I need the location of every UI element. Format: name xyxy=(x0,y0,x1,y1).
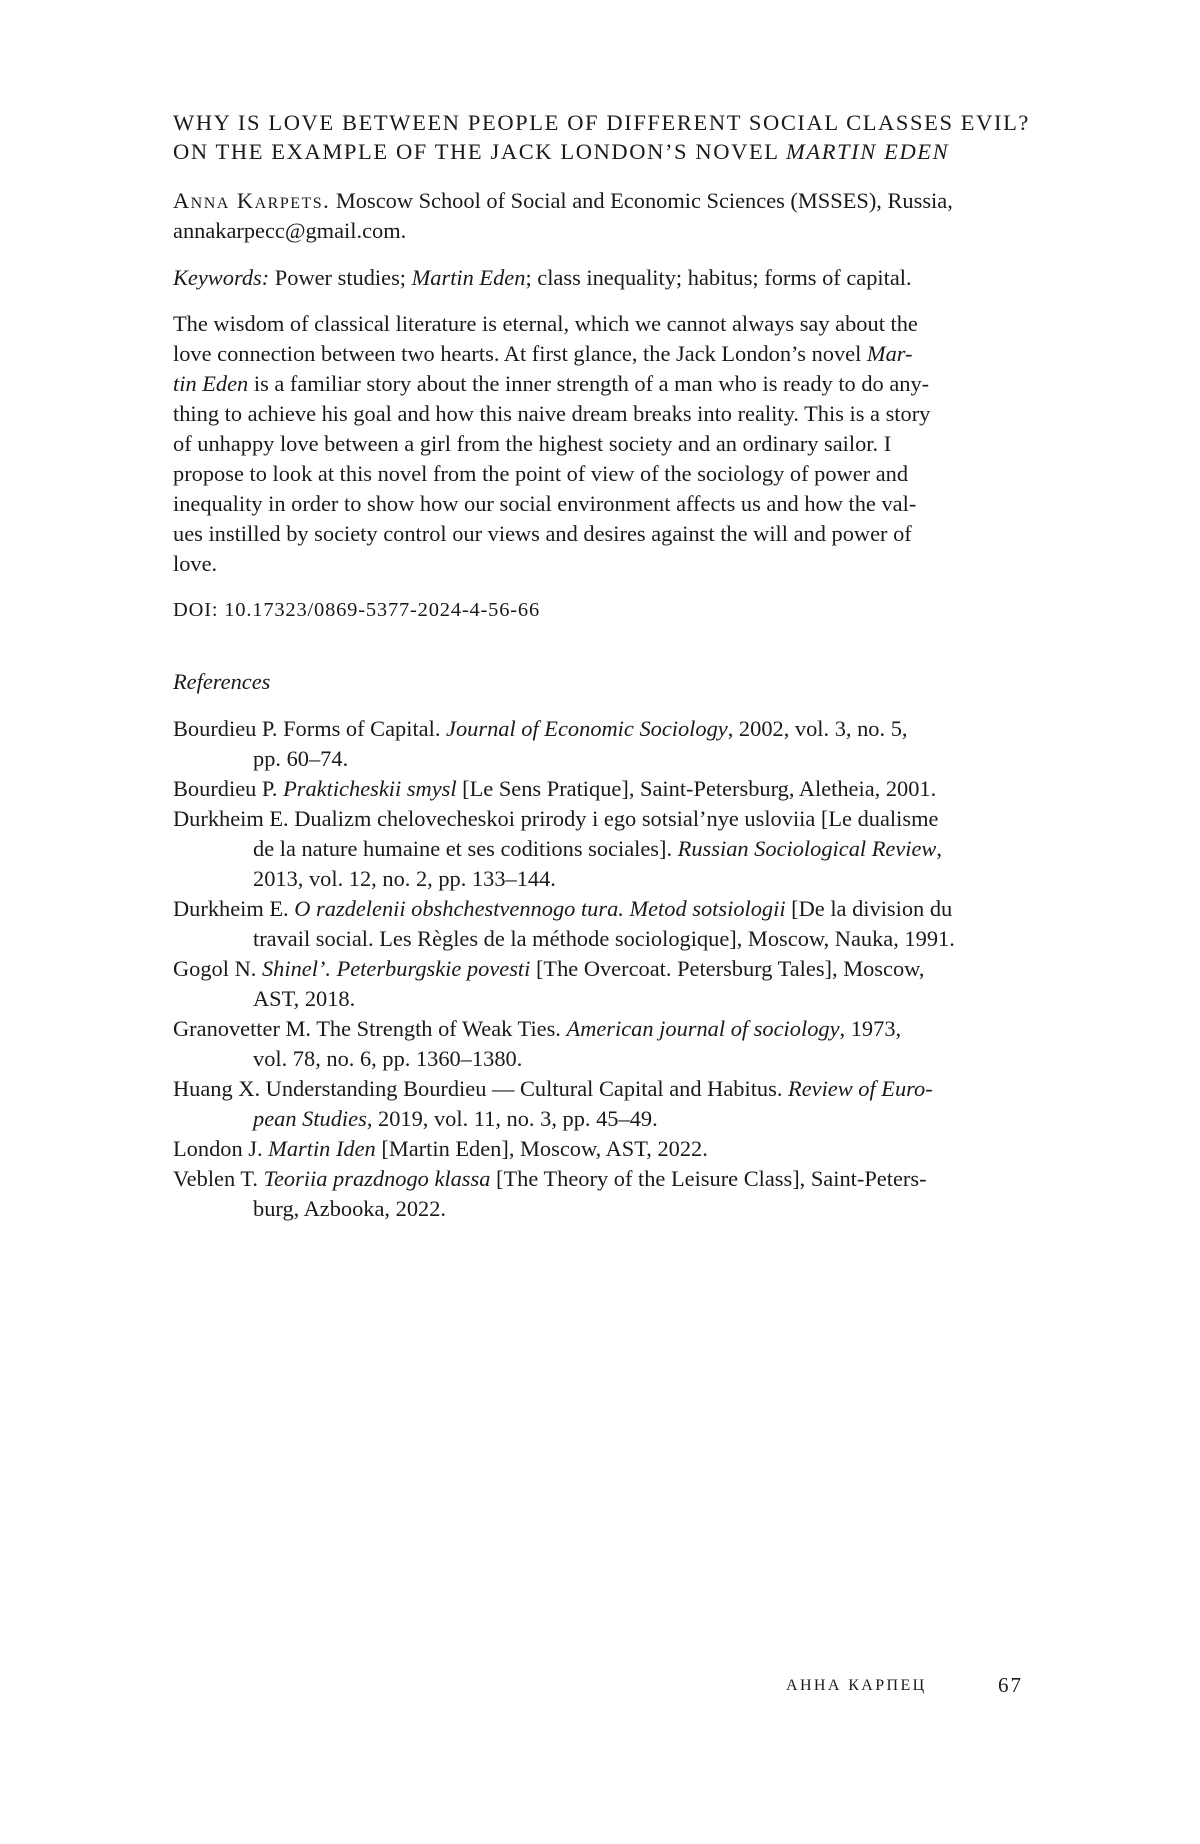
keywords-text-2: ; class inequality; habitus; forms of capital. xyxy=(525,265,912,290)
ref-text: , 2002, vol. 3, no. 5, xyxy=(727,716,908,741)
ref-text: pp. 60–74. xyxy=(253,746,349,771)
page-number: 67 xyxy=(998,1673,1023,1697)
author-email: annakarpecc@gmail.com. xyxy=(173,218,407,243)
ref-italic: Teoriia prazdnogo klassa xyxy=(263,1166,491,1191)
ref-text: [Martin Eden], Moscow, AST, 2022. xyxy=(375,1136,708,1161)
keywords xyxy=(173,263,1035,293)
abstract-line: is a familiar story about the inner strength of a man who is ready to do any- xyxy=(248,371,930,396)
ref-text: vol. 78, no. 6, pp. 1360–1380. xyxy=(253,1046,523,1071)
doi: DOI: 10.17323/0869-5377-2024-4-56-66 xyxy=(173,599,541,621)
running-head: АННА КАРПЕЦ xyxy=(786,1677,927,1694)
ref-text: Gogol N. xyxy=(173,956,262,981)
abstract-line: love connection between two hearts. At first glance, the Jack London’s novel xyxy=(173,341,867,366)
title-line-1: WHY IS LOVE BETWEEN PEOPLE OF DIFFERENT SOCIAL CLASSES EVIL? xyxy=(173,110,1031,135)
ref-text: Durkheim E. xyxy=(173,896,295,921)
ref-text: Bourdieu P. Forms of Capital. xyxy=(173,716,447,741)
ref-text: [Le Sens Pratique], Saint-Petersburg, Aletheia, 2001. xyxy=(456,776,937,801)
references-list xyxy=(173,714,1035,1224)
ref-italic: Journal of Economic Sociology xyxy=(446,716,728,741)
ref-text: Durkheim E. Dualizm chelovecheskoi prirody i ego sotsial’nye usloviia [Le dualisme xyxy=(173,806,939,831)
ref-text: Granovetter M. The Strength of Weak Ties. xyxy=(173,1016,567,1041)
ref-text: London J. xyxy=(173,1136,269,1161)
page-footer xyxy=(0,1673,1200,1703)
keywords-text-1: Power studies; xyxy=(269,265,412,290)
author-name: Anna Karpets. xyxy=(173,188,331,213)
ref-italic: Russian Sociological Review xyxy=(677,836,937,861)
references-heading: References xyxy=(173,669,271,694)
title-line-2: ON THE EXAMPLE OF THE JACK LONDON’S NOVEL xyxy=(173,139,787,164)
article-page xyxy=(173,108,1035,1224)
abstract-line: inequality in order to show how our social environment affects us and how the val- xyxy=(173,491,917,516)
ref-italic: pean Studies xyxy=(253,1106,367,1131)
abstract-italic: tin Eden xyxy=(173,371,249,396)
keywords-italic: Martin Eden xyxy=(411,265,526,290)
ref-text: burg, Azbooka, 2022. xyxy=(253,1196,446,1221)
abstract-line: ues instilled by society control our views and desires against the will and power of xyxy=(173,521,912,546)
abstract-line: love. xyxy=(173,551,218,576)
reference-item xyxy=(173,1164,1035,1224)
ref-text: [The Overcoat. Petersburg Tales], Moscow, xyxy=(530,956,925,981)
ref-italic: Martin Iden xyxy=(268,1136,376,1161)
abstract-line: The wisdom of classical literature is eternal, which we cannot always say about the xyxy=(173,311,918,336)
ref-italic: Prakticheskii smysl xyxy=(283,776,457,801)
reference-item xyxy=(173,1134,1035,1164)
ref-text: AST, 2018. xyxy=(253,986,356,1011)
reference-item xyxy=(173,1074,1035,1134)
reference-item xyxy=(173,894,1035,954)
ref-text: Veblen T. xyxy=(173,1166,264,1191)
ref-italic: Review of Euro- xyxy=(788,1076,933,1101)
author-block xyxy=(173,186,1035,246)
article-title xyxy=(173,108,1035,166)
ref-text: , 2019, vol. 11, no. 3, pp. 45–49. xyxy=(366,1106,658,1131)
author-affiliation: Moscow School of Social and Economic Sciences (MSSES), Russia, xyxy=(330,188,953,213)
ref-text: [The Theory of the Leisure Class], Saint-Peters- xyxy=(490,1166,927,1191)
ref-text: de la nature humaine et ses coditions sociales]. xyxy=(253,836,678,861)
abstract-italic: Mar- xyxy=(866,341,913,366)
reference-item xyxy=(173,804,1035,894)
reference-item xyxy=(173,714,1035,774)
reference-item xyxy=(173,954,1035,1014)
ref-text: , xyxy=(936,836,942,861)
ref-italic: Shinel’. Peterburgskie povesti xyxy=(261,956,531,981)
abstract xyxy=(173,309,1035,579)
title-novel-name: MARTIN EDEN xyxy=(786,139,950,164)
ref-text: 2013, vol. 12, no. 2, pp. 133–144. xyxy=(253,866,556,891)
keywords-label: Keywords: xyxy=(173,265,270,290)
ref-text: Bourdieu P. xyxy=(173,776,284,801)
abstract-line: propose to look at this novel from the point of view of the sociology of power and xyxy=(173,461,909,486)
ref-text: , 1973, xyxy=(839,1016,902,1041)
ref-italic: O razdelenii obshchestvennogo tura. Metod sotsiologii xyxy=(294,896,786,921)
abstract-line: of unhappy love between a girl from the highest society and an ordinary sailor. I xyxy=(173,431,892,456)
ref-italic: American journal of sociology xyxy=(566,1016,840,1041)
abstract-line: thing to achieve his goal and how this naive dream breaks into reality. This is a story xyxy=(173,401,931,426)
ref-text: travail social. Les Règles de la méthode sociologique], Moscow, Nauka, 1991. xyxy=(253,926,955,951)
reference-item xyxy=(173,1014,1035,1074)
reference-item xyxy=(173,774,1035,804)
ref-text: Huang X. Understanding Bourdieu — Cultural Capital and Habitus. xyxy=(173,1076,789,1101)
ref-text: [De la division du xyxy=(785,896,953,921)
